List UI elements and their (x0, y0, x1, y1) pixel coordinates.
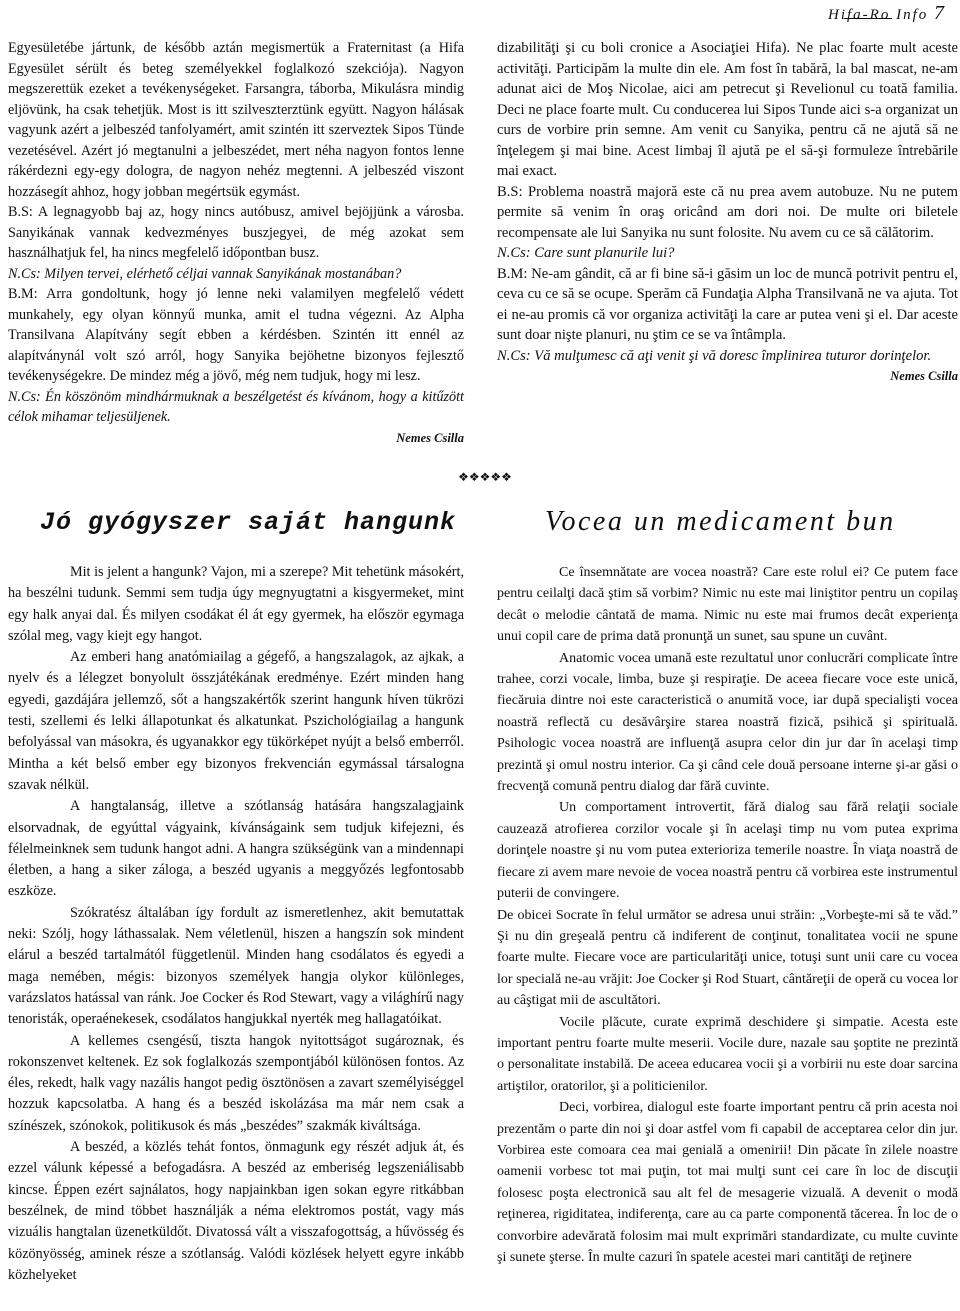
paragraph: Egyesületébe jártunk, de később aztán megismertük a Fraternitast (a Hifa Egyesület sérült és beteg személyekkel foglalkozó szekciója). Nagyon megszerettük ezeket a tevékenységeket. Farsangra, táborba, Mikulásra mindig eljövünk, ha csak tehetjük. Most is itt szilveszterztünk együtt. Nagyon hálásak vagyunk azért a jelbeszéd tanfolyamért, amit szintén itt szerveztek Sipos Tünde vezetésével. Azért jó megtanulni a jelbeszédet, mert néha nagyon fontos lenne rákérdezni egy-egy dologra, de nagyon nehéz megtenni. A jelbeszéd viszont hozzásegít ahhoz, hogy jobban megértsük egymást. (8, 40, 464, 200)
paragraph: Ce însemnătate are vocea noastră? Care este rolul ei? Ce putem face pentru ceilalţi dacă ştim să vorbim? Nimic nu este mai liniştitor pentru un copilaş decât o melodie cântată de mama. Nimic nu este mai frumos decât experienţa unui copil care de prima dată pronunţă un sunet, sau spune un cuvânt. (497, 565, 958, 645)
paragraph: B.M: Ne-am gândit, că ar fi bine să-i găsim un loc de muncă potrivit pentru el, ceva cu ce să se ocupe. Sperăm că Fundaţia Alpha Transilvană ne va ajuta. Tot ei ne-au promis că vor organiza activităţi la care ar putea veni şi el. Dar aceste sunt doar nişte planuri, nu ştim ce se va întâmpla. (497, 265, 958, 343)
publication-name: Hifa-Ro Info (828, 7, 929, 23)
interview-question: N.Cs: Milyen tervei, elérhető céljai vannak Sanyikának mostanában? (8, 265, 402, 282)
paragraph: Az emberi hang anatómiailag a gégefő, a hangszalagok, az ajkak, a nyelv és a lélegzet bonyolult összjátékának eredménye. Ezért minden hang egyedi, gazdájára jellemző, sőt a hangszakértők szerint hangunk híven tükrözi testi, szellemi és lelki állapotunkat és alkatunkat. Pszichológiailag a hangunk befolyással van másokra, és ugyanakkor egy tükörképet nyújt a belső emberről. Mintha a két belső ember egy bizonyos frekvencián egymással társalogna szavak nélkül. (8, 649, 464, 793)
paragraph: dizabilităţi şi cu boli cronice a Asociaţiei Hifa). Ne plac foarte mult aceste activităţi. Participăm la multe din ele. Am fost în tabără, la bal mascat, ne-am adunat aici de Moş Nicolae, aici am petrecut şi Revelionul cu toată familia. Deci ne place foarte mult. Cu conducerea lui Sipos Tunde aici s-a organizat un curs de vorbire prin semne. Am venit cu Sanyika, pentru că ne ajută să ne înţelegem şi mai bine. Acest limbaj îl ajută pe el să-şi formuleze întrebările mai exact. (497, 40, 958, 179)
article-title-hungarian: Jó gyógyszer saját hangunk (40, 508, 457, 537)
article-romanian-column (497, 562, 958, 1268)
paragraph: Mit is jelent a hangunk? Vajon, mi a szerepe? Mit tehetünk másokért, ha beszélni tudunk. Semmi sem tudja úgy megnyugtatni a kisgyermeket, mint egy halk anyai dal. És milyen csodákat él át egy gyermek, ha először egymaga szólal meg, vagy kiejt egy hangot. (8, 564, 464, 644)
author-signature: Nemes Csilla (890, 369, 958, 383)
paragraph: B.M: Arra gondoltunk, hogy jó lenne neki valamilyen megfelelő védett munkahely, egy olyan könnyű munka, amit el tudna végezni. Az Alpha Transilvana Alapítvány segít ebben a kérdésben. Szintén itt ennél az alapítványnál volt szó arról, hogy Sanyika bejöhetne bizonyos fejlesztő tevékenységekre. De mindez még a jövő, még nem tudjuk, hogy mi lesz. (8, 286, 464, 384)
paragraph: Szókratész általában így fordult az ismeretlenhez, akit bemutattak neki: Szólj, hogy láthassalak. Nem véletlenül, hiszen a hangszín sok mindent elárul a beszéd tartalmától függetlenül. Minden hang csodálatos és egyedi a maga nemében, mégis: bizonyos személyek hangja olykor különleges, varázslatos hatással van ránk. Joe Cocker és Rod Stewart, vagy a világhírű nagy tenoristák, operaénekesek, csodálatos hangjukkal nyerték meg hallagatóikat. (8, 904, 464, 1028)
paragraph: A kellemes csengésű, tiszta hangok nyitottságot sugároznak, és rokonszenvet keltenek. Ez sok foglalkozás szempontjából különösen fontos. Az éles, rekedt, halk vagy nazális hangot pedig ösztönösen a zavart személyiséggel hozzuk kapcsolatba. A hang és a beszéd iskolázása ma már nem csak a színészek, szónokok, politikusok és más „beszédes” szakmák kiváltsága. (8, 1032, 464, 1134)
paragraph: Vocile plăcute, curate exprimă deschidere şi simpatie. Acesta este important pentru foarte multe meserii. Vocile dure, nazale sau şoptite ne prezintă o personalitate instabilă. De aceea educarea vocii şi a vorbirii nu este doar sarcina artiştilor, oratorilor, şi a politicienilor. (497, 1014, 958, 1094)
paragraph: De obicei Socrate în felul următor se adresa unui străin: „Vorbeşte-mi să te văd.” Şi nu din greşeală pentru că indiferent de conţinut, tonalitatea vocii ne spune foarte multe. Fiecare voce are particularităţi unice, totuşi sunt unii care cu vocea lor specială ne-au vrăjit: Joe Cocker şi Rod Stuart, cântăreţii de operă cu vocea lor au câştigat mii de ascultători. (497, 907, 958, 1009)
interview-closing: N.Cs: Vă mulţumesc că aţi venit şi vă doresc împlinirea tuturor dorinţelor. (497, 347, 932, 364)
author-signature: Nemes Csilla (396, 430, 464, 445)
interview-hungarian-column (8, 38, 464, 448)
ornament-divider: ❖❖❖❖❖ (458, 470, 512, 484)
interview-closing: N.Cs: Én köszönöm mindhármuknak a beszélgetést és kívánom, hogy a kitűzött célok mihamar teljesüljenek. (8, 388, 464, 425)
article-hungarian-column (8, 562, 464, 1286)
paragraph: Anatomic vocea umană este rezultatul unor conlucrări complicate între trahee, corzi vocale, limba, buze şi respiraţie. De aceea fiecare voce este unică, fiecăruia dintre noi este caracteristică o anumită voce, iar după specialişti vocea noastră reflectă cu desăvârşire starea noastră fizică, psihică şi spirituală. Psihologic vocea noastră are influenţă asupra celor din jur dar în acelaşi timp prezintă şi omul nostru interior. Ca şi când cele două persoane interne şi-ar găsi o frecvenţă comună pentru dialog dar fără cuvinte. (497, 650, 958, 795)
page-number: 7 (934, 2, 944, 24)
paragraph: B.S: A legnagyobb baj az, hogy nincs autóbusz, amivel bejöjjünk a városba. Sanyikának vannak kedvezményes buszjegyei, de még azokat sem használhatjuk fel, ha nincs megfelelő időpontban busz. (8, 204, 464, 261)
paragraph: Deci, vorbirea, dialogul este foarte important pentru că prin acesta noi prezentăm o parte din noi şi doar astfel vom fi capabil de acceptarea celor din jur. Vorbirea este comoara cea mai genială a omenirii! Din păcate în zilele noastre oamenii vorbesc tot mai puţin, tot mai mulţi sunt cei care în loc de discuţii folosesc poşta electronică sau alt fel de mesagerie vizuală. A devenit o modă reţinerea, rigiditatea, indiferenţa, care au ca parte componentă tăcerea. În loc de o convorbire adevărată folosim mai mult exprimări standardizate, cu multe cuvinte şi sunete şterse. În multe cazuri în spatele acestei mari cantităţi de reţinere (497, 1100, 958, 1265)
article-title-romanian: Vocea un medicament bun (545, 506, 896, 537)
interview-question: N.Cs: Care sunt planurile lui? (497, 245, 675, 261)
paragraph: A beszéd, a közlés tehát fontos, önmagunk egy részét adjuk át, és ezzel válunk képessé a befogadásra. A beszéd az emberiség legszeniálisabb kincse. Éppen ezért sajnálatos, hogy napjainkban igen sokan egyre ritkábban beszélnek, de mind többet használják a néma elektromos postát, vagy más vizuális hangtalan üzenetküldőt. Divatossá vált a visszafogottság, a hűvösség és közönyösség, aminek része a szótlanság. Valódi közlések helyett egyre inkább közhelyeket (8, 1139, 464, 1283)
header-title (828, 2, 944, 25)
paragraph: A hangtalanság, illetve a szótlanság hatására hangszalagjaink elsorvadnak, de egyúttal vágyaink, kívánságaink sem tudjuk kifejezni, és félelmeinknek sem tudunk hangot adni. A hangra szükségünk van a mindennapi életben, a hang a siker záloga, a beszéd ugyanis a meggyőzés legfontosabb eszköze. (8, 798, 464, 900)
interview-romanian-column (497, 38, 958, 387)
page-header (0, 0, 952, 30)
paragraph: Un comportament introvertit, fără dialog sau fără relaţii sociale cauzează atrofierea corzilor vocale şi în acelaşi timp nu vom putea exprima dorinţele noastre şi nu vom putea exterioriza temerile noastre. În viaţa noastră de fiecare zi avem mare nevoie de vocea noastră pentru că vorbirea este instrumentul puterii de convingere. (497, 800, 958, 902)
paragraph: B.S: Problema noastră majoră este că nu prea avem autobuze. Nu ne putem permite să venim în oraş oricând am dori noi. De multe ori biletele recompensate ale lui Sanyika nu sunt folosite. Nu avem cu ce să călătorim. (497, 183, 958, 241)
